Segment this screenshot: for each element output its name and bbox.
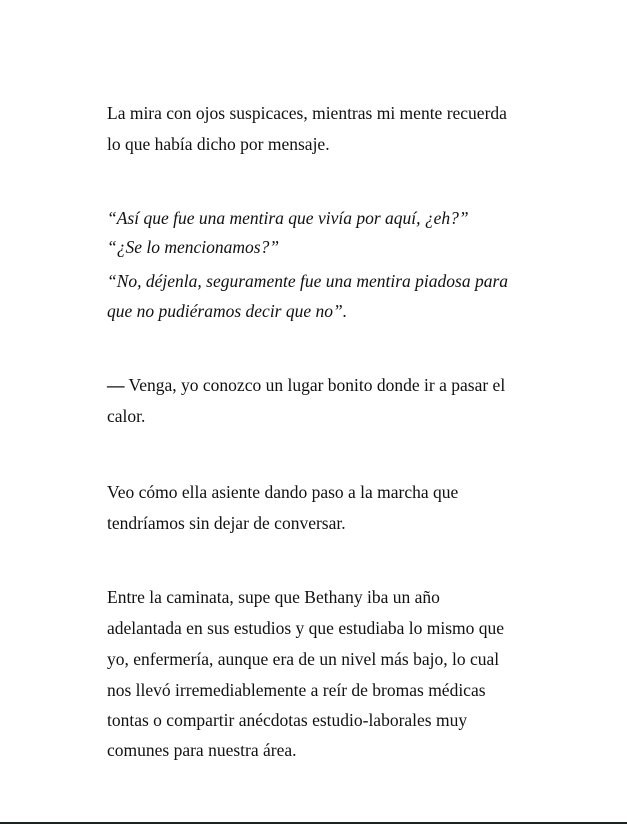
dialogue-text: Venga, yo conozco un lugar bonito donde ir a pasar el [124,375,506,395]
quote-line: “¿Se lo mencionamos?” [107,237,280,257]
text-line: comunes para nuestra área. [107,740,297,760]
quote-line: que no pudiéramos decir que no”. [107,301,348,321]
text-line: calor. [107,406,146,426]
dialogue-dash: — [107,375,125,395]
text-line: La mira con ojos suspicaces, mientras mi mente recuerda [107,103,507,123]
text-line: Entre la caminata, supe que Bethany iba un año [107,587,440,607]
dialogue-line [107,375,505,395]
text-line: nos llevó irremediablemente a reír de bromas médicas [107,680,486,700]
text-line: yo, enfermería, aunque era de un nivel más bajo, lo cual [107,649,500,669]
text-line: lo que había dicho por mensaje. [107,134,330,154]
text-line: tendríamos sin dejar de conversar. [107,513,346,533]
text-line: Veo cómo ella asiente dando paso a la marcha que [107,482,459,502]
text-line: tontas o compartir anécdotas estudio-laborales muy [107,710,468,730]
quote-line: “No, déjenla, seguramente fue una mentira piadosa para [107,271,509,291]
text-line: adelantada en sus estudios y que estudiaba lo mismo que [107,618,505,638]
quote-line: “Así que fue una mentira que vivía por aquí, ¿eh?” [107,208,469,228]
